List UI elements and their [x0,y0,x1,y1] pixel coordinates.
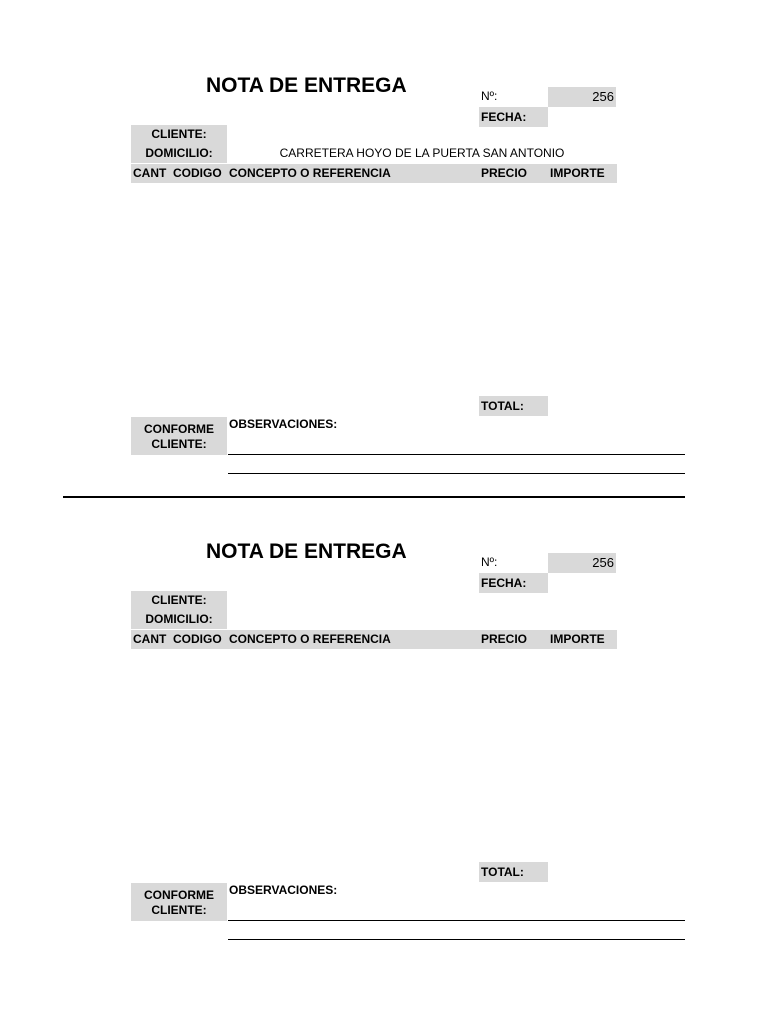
domicilio-label: DOMICILIO: [145,146,213,160]
observaciones-line[interactable] [228,939,685,940]
total-label: TOTAL: [479,396,548,416]
column-header-precio: PRECIO [481,632,528,646]
conforme-label: CONFORME CLIENTE: [144,888,214,917]
delivery-note-2 [0,540,768,1010]
observaciones-label: OBSERVACIONES: [229,417,338,431]
note-title: NOTA DE ENTREGA [206,74,407,97]
cliente-label: CLIENTE: [151,127,207,141]
number-label: Nº: [481,89,498,103]
column-header-codigo: CODIGO [173,166,222,180]
domicilio-field[interactable]: CARRETERA HOYO DE LA PUERTA SAN ANTONIO [279,146,565,160]
column-header-cant: CANT [133,632,167,646]
delivery-note-1 [0,74,768,544]
column-header-concepto: CONCEPTO O REFERENCIA [229,632,391,646]
column-header-cant: CANT [133,166,167,180]
column-header-importe: IMPORTE [550,632,605,646]
column-header-codigo: CODIGO [173,632,222,646]
total-label: TOTAL: [479,862,548,882]
cut-divider [63,496,685,498]
number-field[interactable]: 256 [548,87,616,107]
observaciones-line[interactable] [228,920,685,921]
fecha-label: FECHA: [479,573,548,593]
domicilio-label: DOMICILIO: [145,612,213,626]
column-header-importe: IMPORTE [550,166,605,180]
number-label: Nº: [481,555,498,569]
observaciones-line[interactable] [228,473,685,474]
fecha-label: FECHA: [479,107,548,127]
observaciones-label: OBSERVACIONES: [229,883,338,897]
column-header-precio: PRECIO [481,166,528,180]
cliente-label: CLIENTE: [151,593,207,607]
observaciones-line[interactable] [228,454,685,455]
number-field[interactable]: 256 [548,553,616,573]
column-header-concepto: CONCEPTO O REFERENCIA [229,166,391,180]
note-title: NOTA DE ENTREGA [206,540,407,563]
conforme-label: CONFORME CLIENTE: [144,422,214,451]
